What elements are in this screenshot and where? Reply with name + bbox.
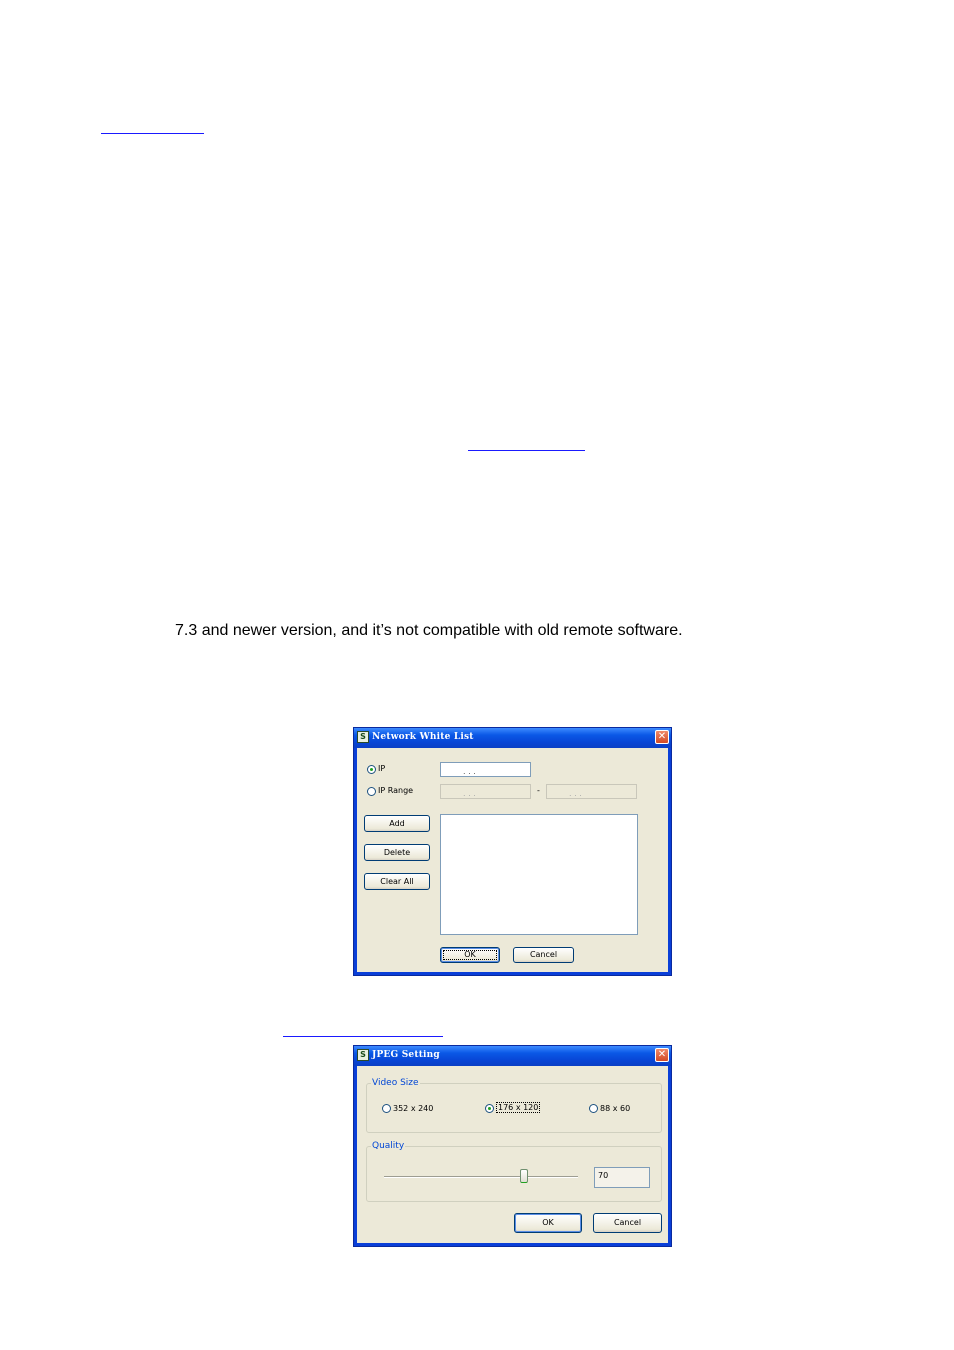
ip-address-input[interactable] [440, 762, 531, 777]
hyperlink-underline-lower[interactable] [283, 1036, 443, 1037]
jpeg-setting-dialog [353, 1045, 672, 1247]
dialog-client-area [357, 748, 668, 972]
delete-button[interactable] [364, 844, 430, 861]
quality-caption: Quality [372, 1141, 405, 1151]
ip-range-label: IP Range [378, 786, 414, 795]
quality-slider-track[interactable] [384, 1176, 578, 1178]
ok-button[interactable] [514, 1213, 582, 1233]
close-icon: ✕ [657, 731, 667, 742]
ok-button[interactable] [440, 947, 500, 963]
title-bar[interactable] [354, 728, 671, 748]
clear-all-button-label: Clear All [380, 877, 414, 886]
cancel-button[interactable] [593, 1213, 662, 1233]
size-176-text: 176 x 120 [498, 1103, 539, 1112]
range-separator: - [537, 786, 540, 795]
window-title: Network White List [372, 732, 474, 742]
size-352-radio[interactable] [382, 1104, 391, 1113]
quality-value: 70 [598, 1171, 609, 1180]
size-88-label: 88 x 60 [600, 1104, 631, 1113]
cancel-button[interactable] [513, 947, 574, 963]
add-button[interactable] [364, 815, 430, 832]
app-logo-icon: S [357, 1049, 369, 1061]
hyperlink-underline-top[interactable] [101, 133, 204, 134]
window-title: JPEG Setting [372, 1050, 440, 1060]
range-start-dots: . . . [463, 789, 476, 798]
clear-all-button[interactable] [364, 873, 430, 890]
title-bar[interactable] [354, 1046, 671, 1066]
hyperlink-underline-middle[interactable] [468, 450, 585, 451]
quality-value-field [594, 1167, 650, 1188]
ip-label: IP [378, 764, 386, 773]
delete-button-label: Delete [383, 848, 411, 857]
ip-dots: . . . [463, 767, 476, 776]
paragraph-line: 7.3 and newer version, and it’s not compatible with old remote software. [175, 622, 683, 639]
size-352-label: 352 x 240 [393, 1104, 434, 1113]
size-176-radio[interactable] [485, 1104, 494, 1113]
range-end-dots: . . . [569, 789, 582, 798]
dialog-client-area [357, 1066, 668, 1243]
quality-slider-thumb[interactable] [520, 1169, 528, 1183]
video-size-caption: Video Size [372, 1078, 419, 1088]
ip-range-end-input[interactable] [546, 784, 637, 799]
app-logo-icon: S [357, 731, 369, 743]
close-icon: ✕ [657, 1049, 667, 1060]
ok-button-label: OK [542, 1218, 554, 1227]
ip-range-radio[interactable] [367, 787, 376, 796]
white-list-box[interactable] [440, 814, 638, 935]
close-button[interactable] [655, 730, 669, 744]
cancel-button-label: Cancel [529, 950, 558, 959]
size-88-radio[interactable] [589, 1104, 598, 1113]
size-176-label [496, 1103, 540, 1112]
ip-range-start-input[interactable] [440, 784, 531, 799]
add-button-label: Add [389, 819, 405, 828]
ip-radio[interactable] [367, 765, 376, 774]
network-white-list-dialog [353, 727, 672, 976]
focus-ring [443, 950, 497, 960]
ok-button-label: OK [464, 950, 476, 959]
cancel-button-label: Cancel [613, 1218, 642, 1227]
close-button[interactable] [655, 1048, 669, 1062]
